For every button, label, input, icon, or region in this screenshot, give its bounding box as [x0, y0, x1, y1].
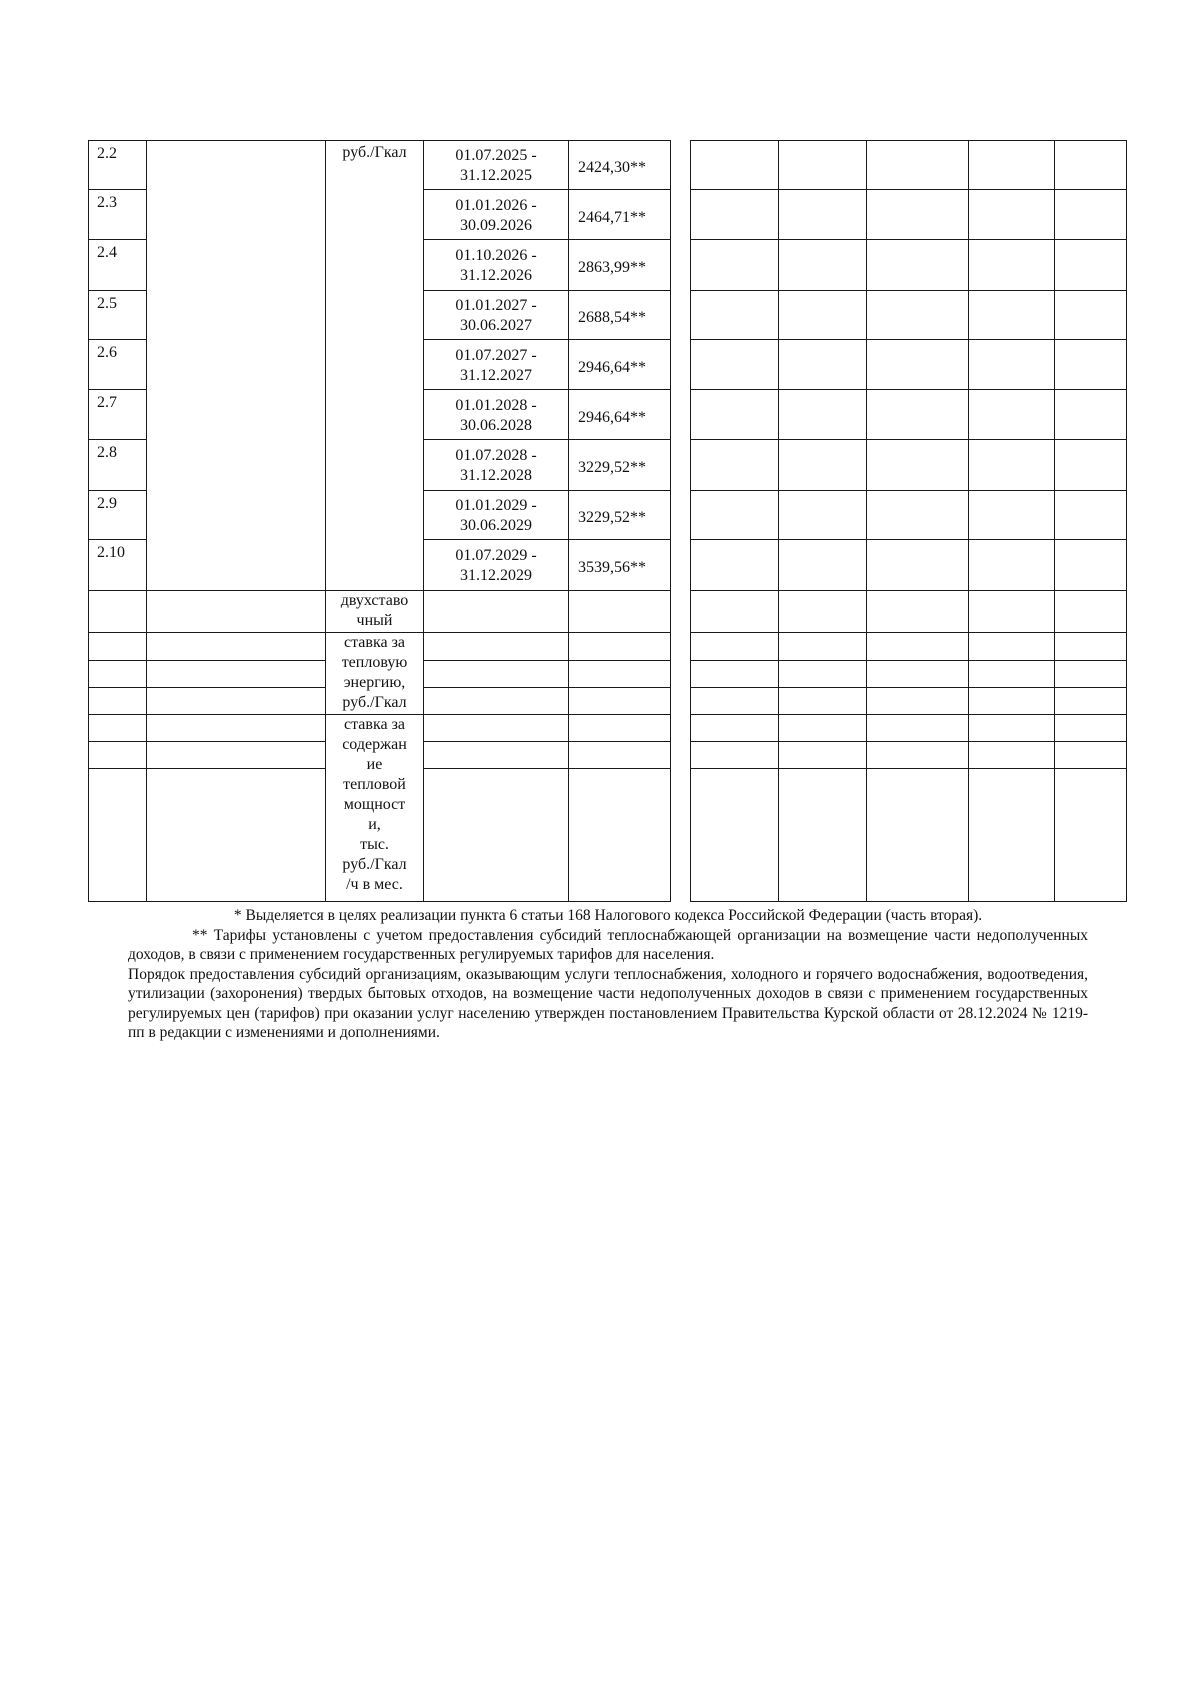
- period-cell: [424, 491, 569, 540]
- gap-cell: [671, 190, 691, 240]
- empty-cell: [969, 769, 1055, 902]
- empty-cell: [569, 715, 671, 742]
- gap-cell: [671, 540, 691, 591]
- empty-cell: [691, 688, 779, 715]
- empty-cell: [691, 190, 779, 240]
- empty-cell: [691, 390, 779, 440]
- empty-cell: [1055, 440, 1127, 491]
- empty-cell: [867, 491, 969, 540]
- empty-cell: [1055, 591, 1127, 633]
- empty-cell: [779, 742, 867, 769]
- label-line: тепловую: [341, 654, 408, 671]
- period-end: 31.12.2026: [460, 267, 532, 284]
- period-start: 01.01.2028 -: [455, 396, 537, 414]
- gap-cell: [671, 688, 691, 715]
- empty-cell: [1055, 769, 1127, 902]
- label-line: содержан: [342, 736, 407, 753]
- empty-cell: [147, 591, 326, 633]
- empty-cell: [867, 715, 969, 742]
- table-row: [89, 715, 1127, 742]
- empty-cell: [969, 742, 1055, 769]
- empty-cell: [691, 340, 779, 390]
- gap-cell: [671, 141, 691, 190]
- empty-cell: [569, 591, 671, 633]
- empty-cell: [691, 715, 779, 742]
- period-start: 01.07.2027 -: [455, 346, 537, 364]
- label-line: тыс.: [360, 836, 389, 853]
- empty-cell: [147, 715, 326, 742]
- empty-cell: [147, 661, 326, 688]
- row-number: 2.4: [89, 240, 147, 291]
- empty-cell: [1055, 633, 1127, 661]
- empty-cell: [779, 440, 867, 491]
- empty-cell: [867, 190, 969, 240]
- empty-cell: [147, 688, 326, 715]
- period-end: 31.12.2029: [460, 567, 532, 584]
- row-number: 2.2: [89, 141, 147, 190]
- gap-cell: [671, 340, 691, 390]
- tariff-value-cell: 2946,64**: [569, 390, 671, 440]
- empty-cell: [867, 591, 969, 633]
- empty-cell: [691, 540, 779, 591]
- empty-cell: [779, 769, 867, 902]
- footnote-subsidy: ** Тарифы установлены с учетом предоставления субсидий теплоснабжающей организации на возмещение части недополученных доходов, в связи с применением государственных регулируемых тарифов для населения.: [128, 926, 1088, 963]
- tariff-value-cell: 3229,52**: [569, 440, 671, 491]
- empty-cell: [1055, 340, 1127, 390]
- label-line: ставка за: [344, 634, 405, 651]
- empty-cell: [424, 688, 569, 715]
- empty-cell: [969, 240, 1055, 291]
- empty-cell: [569, 742, 671, 769]
- gap-cell: [671, 769, 691, 902]
- empty-cell: [779, 591, 867, 633]
- empty-cell: [1055, 688, 1127, 715]
- empty-cell: [691, 141, 779, 190]
- table-row: [89, 633, 1127, 661]
- empty-cell: [779, 141, 867, 190]
- period-end: 30.06.2027: [460, 317, 532, 334]
- empty-cell: [867, 742, 969, 769]
- gap-cell: [671, 742, 691, 769]
- empty-cell: [89, 688, 147, 715]
- empty-cell: [691, 491, 779, 540]
- period-start: 01.01.2026 -: [455, 196, 537, 214]
- period-cell: [424, 340, 569, 390]
- table-row: [89, 742, 1127, 769]
- empty-cell: [424, 661, 569, 688]
- gap-cell: [671, 440, 691, 491]
- empty-cell: [691, 240, 779, 291]
- empty-cell: [691, 633, 779, 661]
- tariff-table: [88, 140, 1127, 902]
- empty-cell: [867, 390, 969, 440]
- period-end: 31.12.2027: [460, 366, 532, 384]
- period-end: 30.09.2026: [460, 216, 532, 234]
- group-name-cell: [147, 141, 326, 591]
- period-start: 01.07.2028 -: [455, 447, 537, 464]
- gap-cell: [671, 491, 691, 540]
- table-row: [89, 661, 1127, 688]
- table-row: [89, 688, 1127, 715]
- period-cell: [424, 190, 569, 240]
- empty-cell: [969, 340, 1055, 390]
- row-number: 2.5: [89, 291, 147, 340]
- empty-cell: [969, 141, 1055, 190]
- empty-cell: [424, 633, 569, 661]
- empty-cell: [1055, 240, 1127, 291]
- label-line: энергию,: [343, 674, 406, 691]
- empty-cell: [867, 340, 969, 390]
- empty-cell: [779, 661, 867, 688]
- footnote-vat: * Выделяется в целях реализации пункта 6 статьи 168 Налогового кодекса Российской Федерации (часть вторая).: [233, 907, 983, 924]
- table-row: [89, 769, 1127, 902]
- two-part-label: [326, 591, 424, 633]
- empty-cell: [779, 633, 867, 661]
- empty-cell: [89, 633, 147, 661]
- label-line: ие: [366, 756, 383, 773]
- empty-cell: [867, 688, 969, 715]
- table-row-two-part: [89, 591, 1127, 633]
- empty-cell: [424, 715, 569, 742]
- empty-cell: [147, 633, 326, 661]
- empty-cell: [89, 661, 147, 688]
- empty-cell: [691, 661, 779, 688]
- empty-cell: [424, 769, 569, 902]
- empty-cell: [569, 661, 671, 688]
- footnotes: [128, 906, 1088, 1043]
- period-start: 01.01.2029 -: [455, 497, 537, 514]
- row-number: 2.8: [89, 440, 147, 491]
- label-line: тепловой: [343, 776, 406, 793]
- empty-cell: [779, 540, 867, 591]
- empty-cell: [1055, 291, 1127, 340]
- period-start: 01.07.2025 -: [455, 147, 537, 164]
- energy-rate-label: [326, 633, 424, 715]
- tariff-value-cell: 2464,71**: [569, 190, 671, 240]
- empty-cell: [1055, 540, 1127, 591]
- empty-cell: [867, 141, 969, 190]
- gap-cell: [671, 715, 691, 742]
- empty-cell: [779, 240, 867, 291]
- empty-cell: [569, 688, 671, 715]
- empty-cell: [969, 661, 1055, 688]
- empty-cell: [969, 291, 1055, 340]
- empty-cell: [691, 769, 779, 902]
- empty-cell: [867, 240, 969, 291]
- empty-cell: [89, 742, 147, 769]
- empty-cell: [969, 491, 1055, 540]
- row-number: 2.9: [89, 491, 147, 540]
- period-cell: [424, 291, 569, 340]
- empty-cell: [969, 390, 1055, 440]
- empty-cell: [969, 688, 1055, 715]
- empty-cell: [691, 742, 779, 769]
- tariff-value-cell: 2946,64**: [569, 340, 671, 390]
- capacity-rate-label: [326, 715, 424, 902]
- label-line: чный: [356, 612, 393, 629]
- tariff-value-cell: 3229,52**: [569, 491, 671, 540]
- empty-cell: [867, 540, 969, 591]
- empty-cell: [969, 715, 1055, 742]
- label-line: руб./Гкал: [342, 856, 407, 873]
- period-cell: [424, 540, 569, 591]
- empty-cell: [969, 540, 1055, 591]
- empty-cell: [1055, 390, 1127, 440]
- row-number: 2.10: [89, 540, 147, 591]
- empty-cell: [779, 340, 867, 390]
- empty-cell: [1055, 661, 1127, 688]
- tariff-value-cell: 3539,56**: [569, 540, 671, 591]
- empty-cell: [779, 190, 867, 240]
- empty-cell: [867, 661, 969, 688]
- empty-cell: [779, 291, 867, 340]
- gap-cell: [671, 390, 691, 440]
- period-end: 31.12.2028: [460, 467, 532, 484]
- empty-cell: [779, 715, 867, 742]
- empty-cell: [89, 591, 147, 633]
- unit-cell: руб./Гкал: [326, 141, 424, 591]
- empty-cell: [147, 742, 326, 769]
- empty-cell: [779, 491, 867, 540]
- empty-cell: [867, 769, 969, 902]
- gap-cell: [671, 291, 691, 340]
- period-end: 30.06.2028: [460, 416, 532, 434]
- empty-cell: [969, 591, 1055, 633]
- empty-cell: [779, 688, 867, 715]
- empty-cell: [867, 633, 969, 661]
- row-number: 2.7: [89, 390, 147, 440]
- gap-cell: [671, 591, 691, 633]
- label-line: двухставо: [340, 592, 409, 609]
- period-cell: [424, 141, 569, 190]
- period-start: 01.01.2027 -: [455, 297, 537, 314]
- period-end: 30.06.2029: [460, 517, 532, 534]
- empty-cell: [969, 440, 1055, 491]
- period-start: 01.07.2029 -: [455, 547, 537, 564]
- tariff-value-cell: 2424,30**: [569, 141, 671, 190]
- label-line: и,: [368, 816, 381, 833]
- period-end: 31.12.2025: [460, 167, 532, 184]
- empty-cell: [147, 769, 326, 902]
- period-start: 01.10.2026 -: [455, 247, 537, 264]
- empty-cell: [1055, 141, 1127, 190]
- gap-cell: [671, 661, 691, 688]
- label-line: руб./Гкал: [342, 694, 407, 711]
- empty-cell: [89, 769, 147, 902]
- tariff-value-cell: 2688,54**: [569, 291, 671, 340]
- empty-cell: [867, 440, 969, 491]
- row-number: 2.6: [89, 340, 147, 390]
- period-cell: [424, 440, 569, 491]
- period-cell: [424, 240, 569, 291]
- empty-cell: [424, 591, 569, 633]
- empty-cell: [969, 190, 1055, 240]
- label-line: ставка за: [344, 716, 405, 733]
- empty-cell: [424, 742, 569, 769]
- period-cell: [424, 390, 569, 440]
- row-number: 2.3: [89, 190, 147, 240]
- label-line: /ч в мес.: [346, 876, 403, 893]
- empty-cell: [691, 291, 779, 340]
- empty-cell: [1055, 491, 1127, 540]
- empty-cell: [1055, 715, 1127, 742]
- subsidy-procedure-note: Порядок предоставления субсидий организациям, оказывающим услуги теплоснабжения, холодного и горячего водоснабжения, водоотведения, утилизации (захоронения) твердых бытовых отходов, на возмещение части недополученных доходов в связи с применением государственных регулируемых цен (тарифов) при оказании услуг населению утвержден постановлением Правительства Курской области от 28.12.2024 № 1219-пп в редакции с изменениями и дополнениями.: [128, 965, 1088, 1041]
- empty-cell: [1055, 742, 1127, 769]
- empty-cell: [1055, 190, 1127, 240]
- empty-cell: [691, 440, 779, 491]
- empty-cell: [569, 633, 671, 661]
- table-row: [89, 141, 1127, 190]
- empty-cell: [867, 291, 969, 340]
- empty-cell: [691, 591, 779, 633]
- tariff-table-body: [89, 141, 1127, 902]
- empty-cell: [969, 633, 1055, 661]
- gap-cell: [671, 240, 691, 291]
- empty-cell: [89, 715, 147, 742]
- gap-cell: [671, 633, 691, 661]
- empty-cell: [569, 769, 671, 902]
- tariff-value-cell: 2863,99**: [569, 240, 671, 291]
- empty-cell: [779, 390, 867, 440]
- label-line: мощност: [343, 796, 406, 813]
